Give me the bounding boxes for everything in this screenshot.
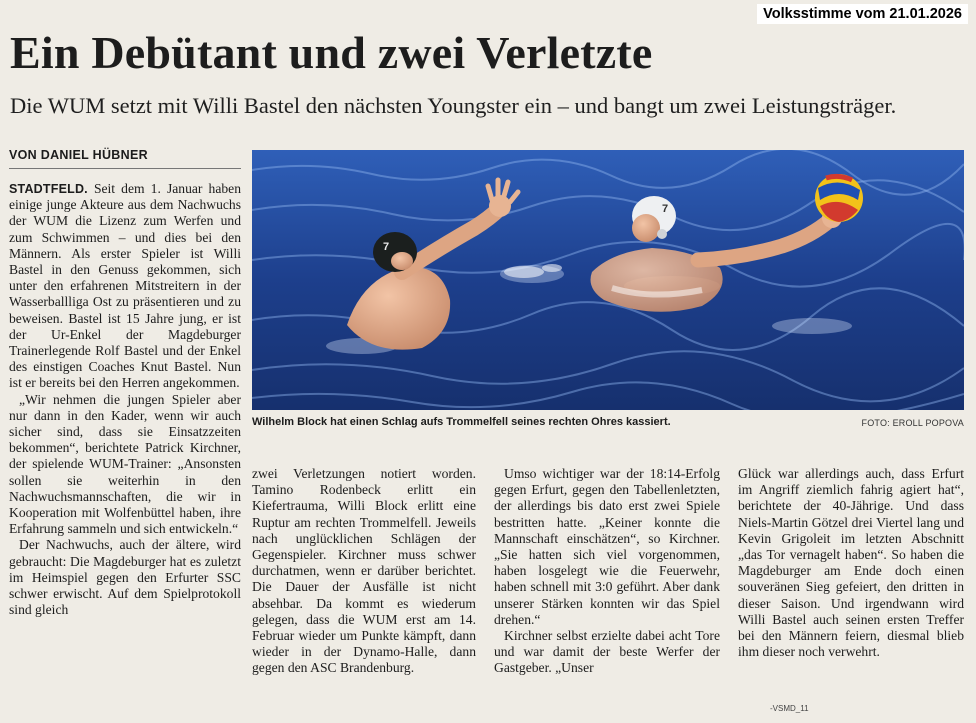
article-column-2: [252, 466, 476, 677]
water-polo-scene: [252, 150, 964, 410]
edition-tag: Volksstimme vom 21.01.2026: [757, 4, 968, 24]
article-paragraph: zwei Verletzungen notiert worden. Tamino Rodenbeck erlitt ein Kiefertrauma, Willi Block erlitt eine Ruptur am rechten Trommelfell. Jeweils nach unglücklichen Schlägen der Gegenspieler. Kirchner muss schwer durchatmen, wenn er darüber berichtet. Die Dauer der Ausfälle ist nicht absehbar. Da kommt es wiederum gelegen, dass die WUM erst am 14. Februar wieder um Punkte kämpft, dann wieder in der Dynamo-Halle, dann gegen den ASC Brandenburg.: [252, 466, 476, 676]
water-polo-photo: [252, 150, 964, 410]
article-paragraph: Glück war allerdings auch, dass Erfurt im Angriff ziemlich fahrig agiert hat“, berichtete der 40-Jährige. Und dass Niels-Martin Götzel drei Viertel lang und Kevin Grigoleit im letzten Abschnitt „das Tor vernagelt haben“. So haben die Magdeburger am Ende doch einen souveränen Sieg gefeiert, den dritten in dieser Saison. Und irgendwann wird Willi Bastel auch seinen ersten Treffer bei den Männern feiern, diesmal blieb ihm dieser noch verwehrt.: [738, 466, 964, 660]
byline-divider: [9, 168, 241, 169]
article-column-4: [738, 466, 964, 660]
right-cap-number: 7: [662, 203, 669, 215]
article-paragraph: Umso wichtiger war der 18:14-Erfolg gegen Erfurt, gegen den Tabellenletzten, der allerdings bis dato erst zwei Spiele bestritten hatte. „Keiner konnte die Mannschaft einschätzen“, so Kirchner. „Sie hatten sich viel vorgenommen, haben losgelegt wie die Feuerwehr, haben schnell mit 3:0 geführt. Aber dank unserer Stärken konnten wir das Spiel drehen.“: [494, 466, 720, 627]
photo-caption: Wilhelm Block hat einen Schlag aufs Trommelfell seines rechten Ohres kassiert.: [252, 416, 671, 428]
subheadline: Die WUM setzt mit Willi Bastel den nächsten Youngster ein – und bangt um zwei Leistungsträger.: [10, 93, 897, 118]
dateline: STADTFELD.: [9, 182, 88, 196]
byline: VON DANIEL HÜBNER: [9, 148, 148, 162]
left-cap-number: 7: [383, 241, 390, 253]
photo-credit: FOTO: EROLL POPOVA: [861, 418, 964, 428]
agency-mark: -VSMD_11: [770, 704, 809, 713]
paragraph-text: Seit dem 1. Januar haben einige junge Akteure aus dem Nachwuchs der WUM die Lizenz zum Werfen und zum Schwimmen – und dies bei den Männern. Als erster Spieler ist Willi Bastel in den Genuss gekommen, sich unter den erfahrenen Mitstreitern in der Wasserballliga Ost zu präsentieren und zu beweisen. Bastel ist 15 Jahre jung, er ist der Ur-Enkel der Magdeburger Trainerlegende Rolf Bastel und der Enkel des einstigen Coaches Knut Bastel. Nun ist er bereits bei den Herren angekommen.: [9, 181, 241, 391]
article-column-3: [494, 466, 720, 677]
article-paragraph: „Wir nehmen die jungen Spieler aber nur dann in den Kader, wenn wir auch sicher sind, dass sie Einsatzzeiten bekommen“, berichtete Patrick Kirchner, der spielende WUM-Trainer: „Ansonsten sollen sie weiterhin in den Nachwuchsmannschaften, die wir in Kooperation mit Wolfenbüttel haben, ihre Erfahrung sammeln und sich entwickeln.“: [9, 391, 241, 537]
article-paragraph: [9, 181, 241, 392]
water-polo-ball: [815, 174, 863, 222]
article-paragraph: Der Nachwuchs, auch der ältere, wird gebraucht: Die Magdeburger hat es zuletzt im Heimspiel gegen den Erfurter SSC schwer erwischt. Auf dem Spielprotokoll sind gleich: [9, 537, 241, 618]
article-column-1: [9, 181, 241, 618]
article-paragraph: Kirchner selbst erzielte dabei acht Tore und war damit der beste Werfer der Gastgeber. „Unser: [494, 628, 720, 676]
headline: Ein Debütant und zwei Verletzte: [10, 27, 653, 78]
